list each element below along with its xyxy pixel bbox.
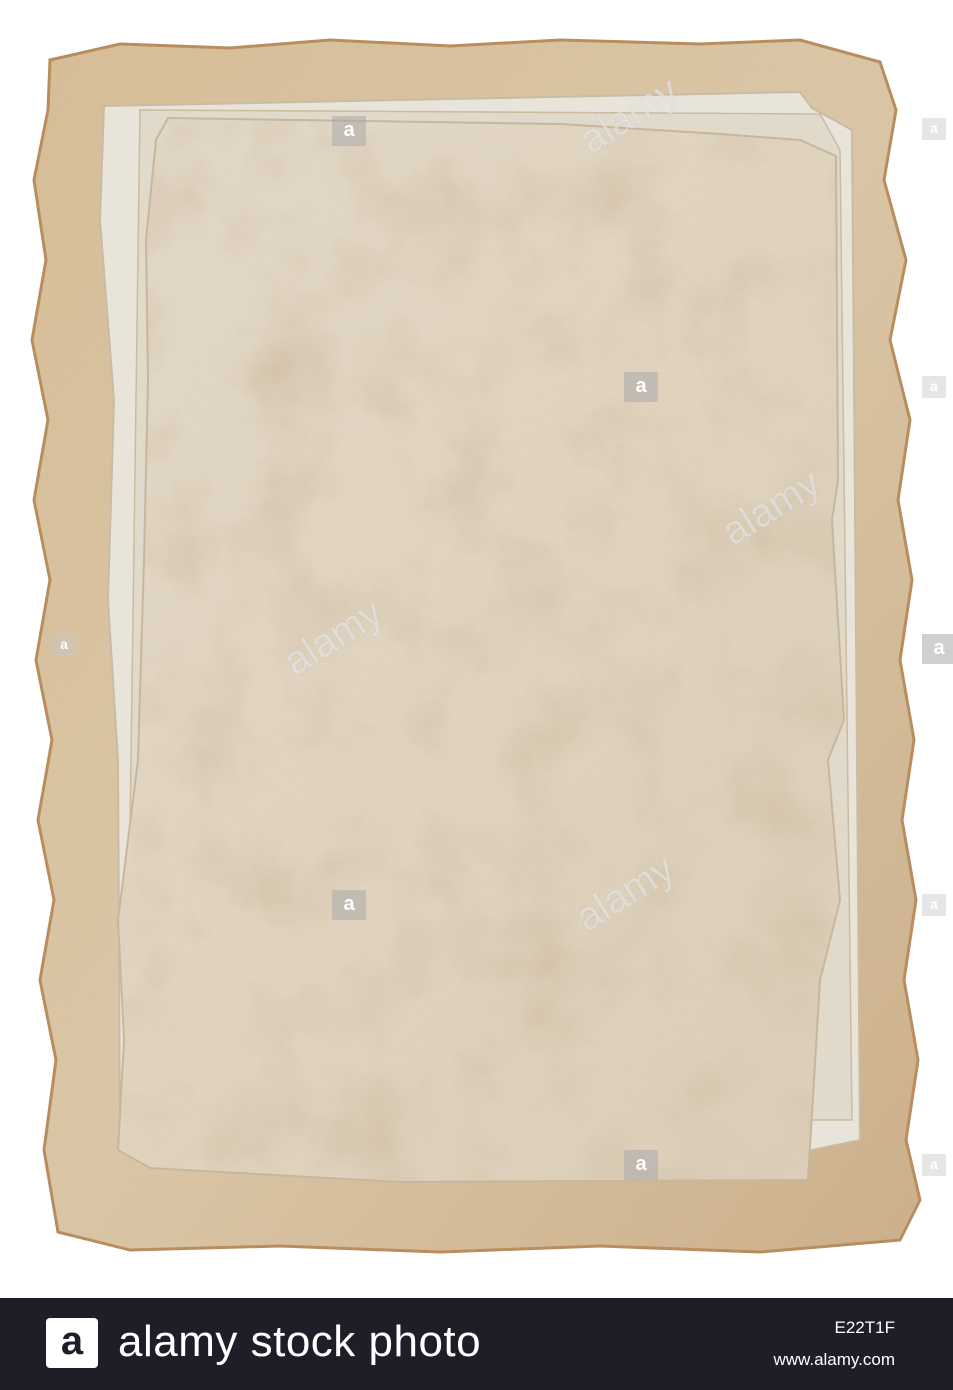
watermark-logo-icon: a xyxy=(52,634,76,656)
watermark-logo-icon: a xyxy=(922,634,953,664)
watermark-wordmark: alamy xyxy=(276,590,390,685)
footer-bar xyxy=(0,1298,953,1390)
watermark-logo-icon: a xyxy=(922,376,946,398)
footer-title: alamy stock photo xyxy=(118,1317,482,1366)
watermark-logo-icon: a xyxy=(624,1150,658,1180)
watermark-logo-icon: a xyxy=(922,1154,946,1176)
alamy-logo-icon: a xyxy=(46,1318,98,1368)
watermark-logo-icon: a xyxy=(332,116,366,146)
image-id: E22T1F xyxy=(834,1318,895,1337)
watermark-wordmark: alamy xyxy=(572,68,686,163)
watermark-logo-icon: a xyxy=(922,894,946,916)
watermark-logo-icon: a xyxy=(922,118,946,140)
site-url: www.alamy.com xyxy=(773,1350,895,1369)
watermark-logo-icon: a xyxy=(624,372,658,402)
watermark-wordmark: alamy xyxy=(568,846,682,941)
watermark-wordmark: alamy xyxy=(714,460,828,555)
watermark-logo-icon: a xyxy=(332,890,366,920)
